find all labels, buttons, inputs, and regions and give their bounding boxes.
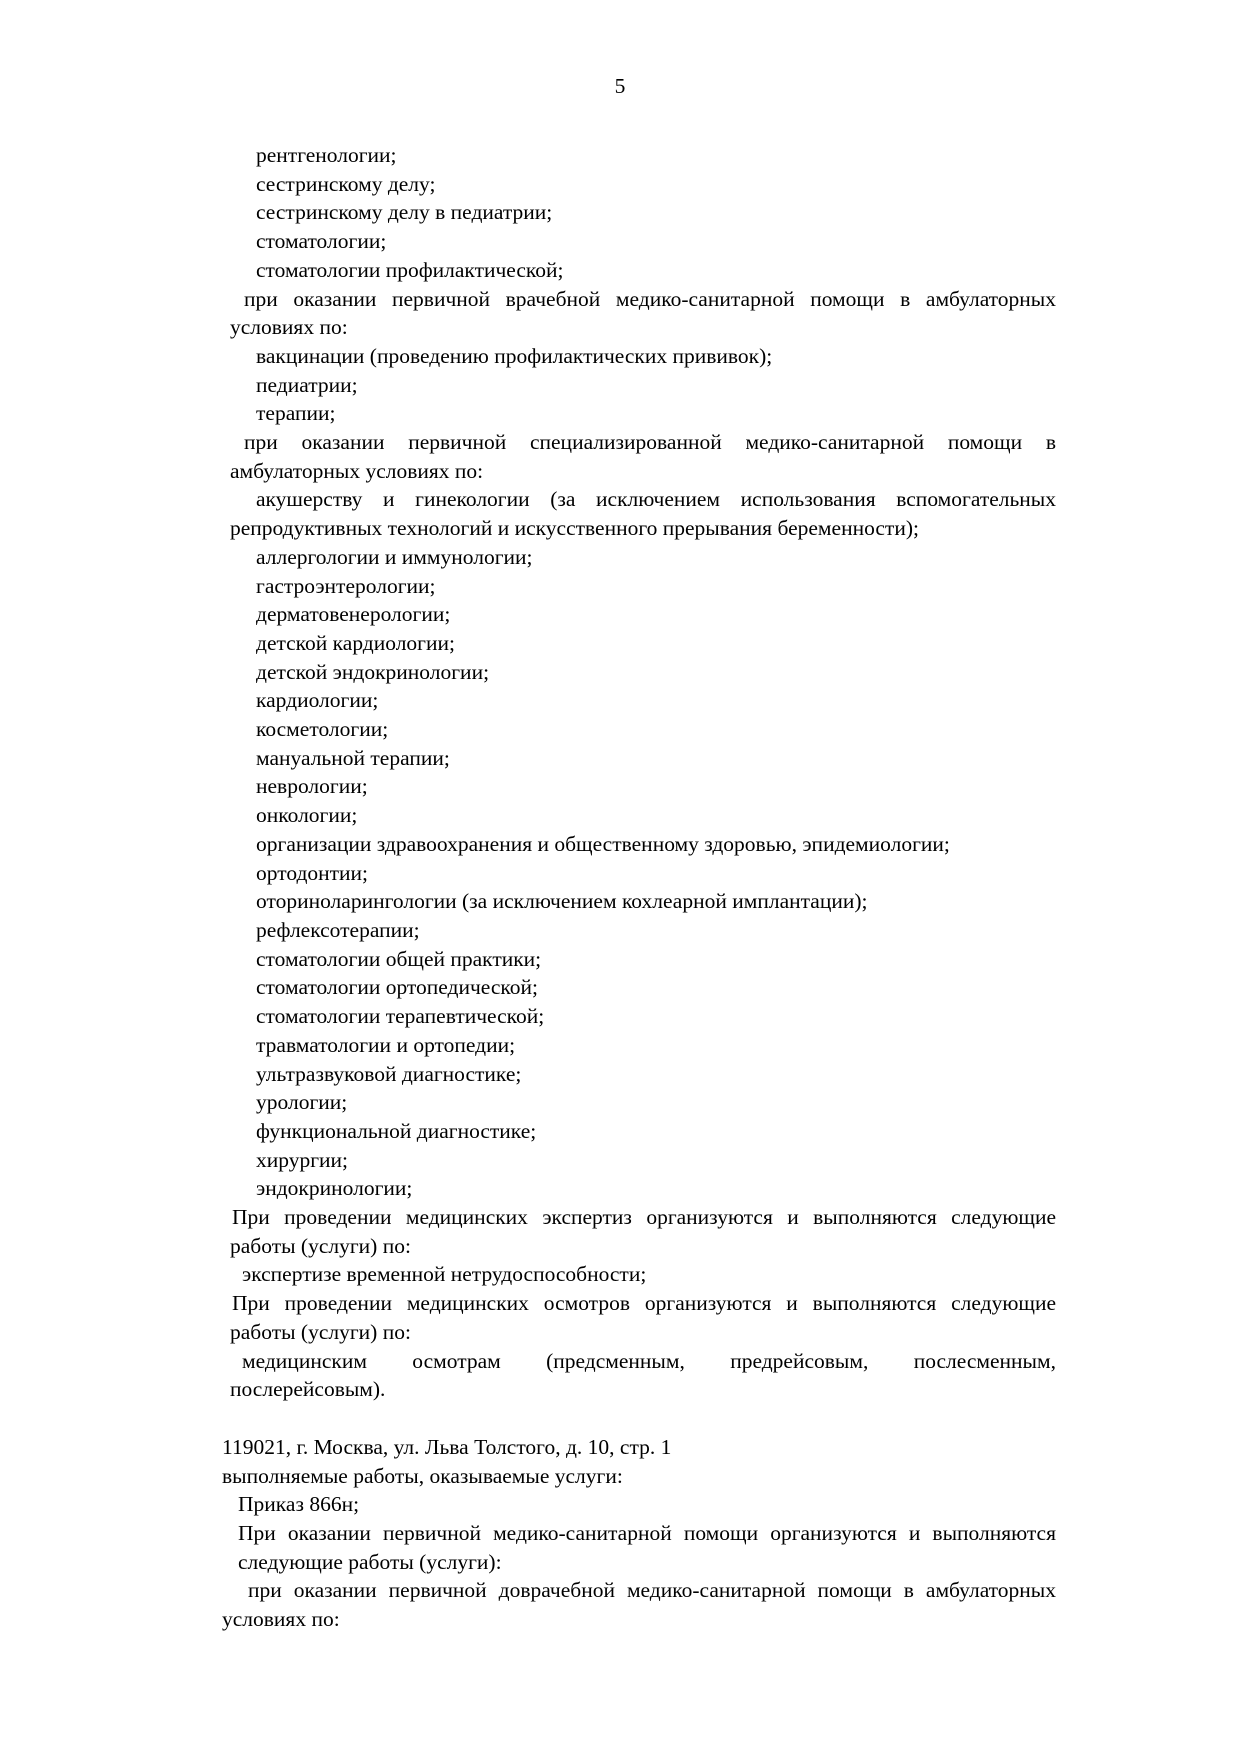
text-line: детской кардиологии; [256,630,455,655]
text-line: травматологии и ортопедии; [256,1032,516,1057]
text-line: гастроэнтерологии; [256,573,436,598]
text-line: ультразвуковой диагностике; [256,1061,522,1086]
text-line: экспертизе временной нетрудоспособности; [242,1262,647,1287]
text-line: при оказании первичной врачебной медико-санитарной помощи в амбулаторных [244,286,1056,311]
page-number: 5 [614,74,626,98]
text-line: при оказании первичной доврачебной медико-санитарной помощи в амбулаторных [248,1578,1056,1603]
text-line: выполняемые работы, оказываемые услуги: [222,1463,623,1488]
text-line: онкологии; [256,803,358,828]
text-line: дерматовенерологии; [256,602,451,627]
text-line: медицинским осмотрам (предсменным, предрейсовым, послесменным, [242,1348,1056,1373]
text-line: акушерству и гинекологии (за исключением использования вспомогательных [256,487,1056,512]
text-line: хирургии; [256,1147,349,1172]
text-line: сестринскому делу в педиатрии; [256,200,553,225]
text-line: мануальной терапии; [256,745,450,770]
text-line: терапии; [256,401,336,426]
text-line: Приказ 866н; [238,1492,360,1517]
text-line: При проведении медицинских экспертиз организуются и выполняются следующие [232,1205,1056,1230]
text-line: эндокринологии; [256,1176,413,1201]
text-line: условиях по: [230,315,348,340]
text-line: работы (услуги) по: [230,1319,411,1344]
document-body [222,141,1056,1634]
text-line: оториноларингологии (за исключением кохлеарной имплантации); [256,889,868,914]
text-line: 119021, г. Москва, ул. Льва Толстого, д. 10, стр. 1 [222,1434,672,1459]
text-line: стоматологии общей практики; [256,946,542,971]
text-line: работы (услуги) по: [230,1233,411,1258]
text-line: аллергологии и иммунологии; [256,544,533,569]
text-line: стоматологии терапевтической; [256,1004,545,1029]
text-line: репродуктивных технологий и искусственного прерывания беременности); [230,516,919,541]
text-line: условиях по: [222,1607,340,1632]
text-line: детской эндокринологии; [256,659,490,684]
text-line: рефлексотерапии; [256,917,420,942]
text-line: стоматологии ортопедической; [256,975,539,1000]
text-line: урологии; [256,1090,348,1115]
text-line: стоматологии профилактической; [256,257,564,282]
text-line: при оказании первичной специализированной медико-санитарной помощи в [244,430,1056,455]
text-line: рентгенологии; [256,143,397,167]
text-line: При оказании первичной медико-санитарной помощи организуются и выполняются [238,1521,1056,1546]
text-line: неврологии; [256,774,368,799]
text-line: педиатрии; [256,372,358,397]
text-line: вакцинации (проведению профилактических прививок); [256,343,773,368]
text-line: ортодонтии; [256,860,369,885]
text-line: сестринскому делу; [256,171,436,196]
text-line: косметологии; [256,717,389,742]
text-line: послерейсовым). [230,1377,386,1402]
text-line: организации здравоохранения и общественному здоровью, эпидемиологии; [256,831,950,856]
text-line: кардиологии; [256,688,379,713]
text-line: функциональной диагностике; [256,1118,537,1143]
text-line: следующие работы (услуги): [238,1549,502,1574]
text-line: При проведении медицинских осмотров организуются и выполняются следующие [232,1291,1056,1316]
text-line: амбулаторных условиях по: [230,458,484,483]
text-line: стоматологии; [256,229,387,254]
